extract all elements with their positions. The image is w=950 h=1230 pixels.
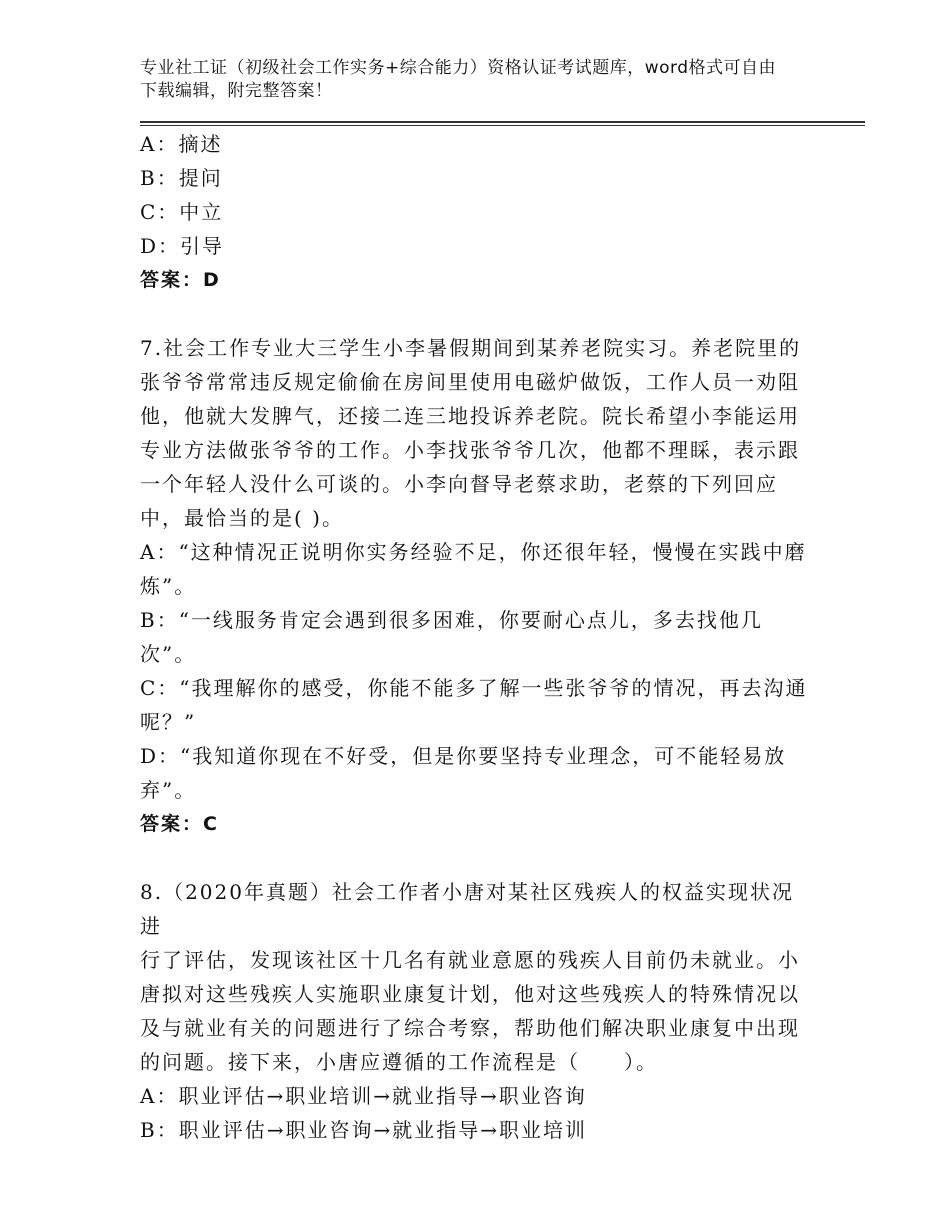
question-stem-line: 7.社会工作专业大三学生小李暑假期间到某养老院实习。养老院里的 [140, 336, 802, 360]
option-b: B：“一线服务肯定会遇到很多困难，你要耐心点儿，多去找他几 [140, 608, 763, 632]
question-stem-line: 8.（2020年真题）社会工作者小唐对某社区残疾人的权益实现状况进 [140, 880, 794, 938]
header-rule-thin [140, 125, 865, 126]
document-header [140, 57, 840, 103]
question-stem-line: 唐拟对这些残疾人实施职业康复计划，他对这些残疾人的特殊情况以 [140, 982, 800, 1006]
spacer [140, 841, 810, 875]
option-a: A：摘述 [140, 132, 223, 156]
option-b-cont: 次”。 [140, 642, 197, 666]
question-stem-line: 专业方法做张爷爷的工作。小李找张爷爷几次，他都不理睬，表示跟 [140, 438, 800, 462]
question-stem-line: 及与就业有关的问题进行了综合考察，帮助他们解决职业康复中出现 [140, 1016, 800, 1040]
question-stem-line: 行了评估，发现该社区十几名有就业意愿的残疾人目前仍未就业。小 [140, 948, 800, 972]
option-d: D：引导 [140, 234, 225, 258]
prev-question-options [140, 127, 810, 297]
question-stem-line: 他，他就大发脾气，还接二连三地投诉养老院。院长希望小李能运用 [140, 404, 800, 428]
option-d: D：“我知道你现在不好受，但是你要坚持专业理念，可不能轻易放 [140, 744, 787, 768]
question-7 [140, 331, 810, 841]
question-8 [140, 875, 810, 1147]
option-d-cont: 弃”。 [140, 778, 197, 802]
header-rule-thick [140, 121, 865, 123]
answer-line: 答案：D [140, 269, 221, 291]
document-body [140, 127, 810, 1147]
answer-line: 答案：C [140, 813, 219, 835]
option-a: A：职业评估→职业培训→就业指导→职业咨询 [140, 1084, 587, 1108]
question-stem-line: 张爷爷常常违反规定偷偷在房间里使用电磁炉做饭，工作人员一劝阻 [140, 370, 800, 394]
option-a: A：“这种情况正说明你实务经验不足，你还很年轻，慢慢在实践中磨 [140, 540, 807, 564]
option-c: C：中立 [140, 200, 224, 224]
spacer [140, 297, 810, 331]
header-title-line-2: 下载编辑，附完整答案！ [140, 81, 333, 101]
option-c: C：“我理解你的感受，你能不能多了解一些张爷爷的情况，再去沟通 [140, 676, 808, 700]
option-b: B：提问 [140, 166, 223, 190]
question-stem-line: 的问题。接下来，小唐应遵循的工作流程是（ ）。 [140, 1050, 658, 1074]
option-a-cont: 炼”。 [140, 574, 197, 598]
option-c-cont: 呢？” [140, 710, 197, 734]
question-stem-line: 中，最恰当的是( )。 [140, 506, 344, 530]
header-title-line-1: 专业社工证（初级社会工作实务+综合能力）资格认证考试题库，word格式可自由 [140, 58, 777, 78]
question-stem-line: 一个年轻人没什么可谈的。小李向督导老蔡求助，老蔡的下列回应 [140, 472, 778, 496]
option-b: B：职业评估→职业咨询→就业指导→职业培训 [140, 1118, 587, 1142]
